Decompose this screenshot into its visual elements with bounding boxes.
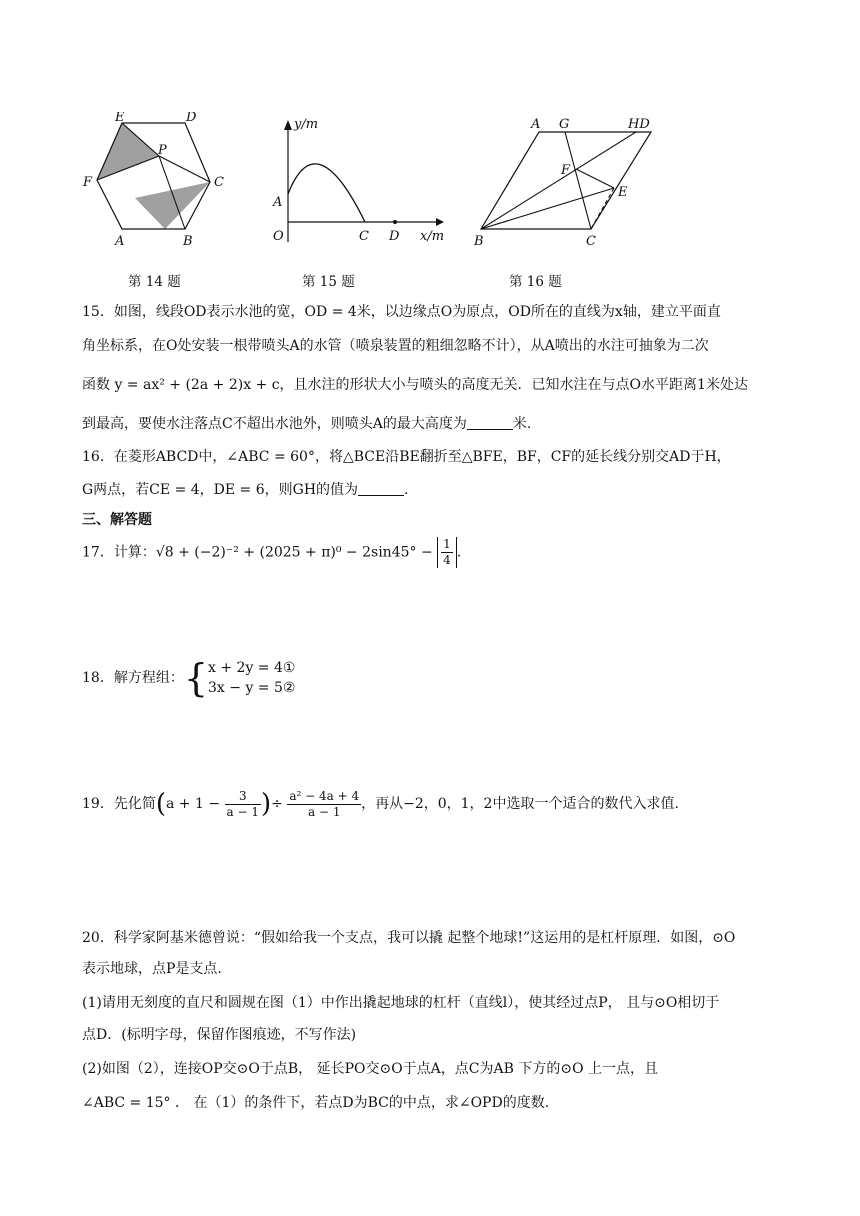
label-HD: HD (628, 117, 650, 132)
q17-prefix: 17．计算： (82, 544, 156, 561)
answer-blank-16[interactable] (358, 481, 404, 496)
q18-prefix: 18．解方程组： (82, 670, 184, 686)
caption-15: 第 15 题 (302, 274, 355, 290)
figure-14 (80, 112, 240, 250)
label-B: B (474, 234, 484, 249)
q17-abs-den: 4 (443, 553, 451, 567)
label-P: P (158, 143, 167, 158)
q20-line4: 点D．(标明字母，保留作图痕迹，不写作法) (82, 1027, 357, 1043)
label-G: G (559, 117, 570, 132)
q17 (82, 537, 461, 568)
q19-prefix: 19．先化简 (82, 796, 156, 812)
q20-line5: (2)如图（2），连接OP交⊙O于点B， 延长PO交⊙O于点A，点C为AB 下方的⊙O 上一点，且 (82, 1061, 659, 1077)
label-C: C (586, 234, 596, 249)
label-x: x/m (420, 229, 445, 244)
q20-line6: ∠ABC = 15° ． 在（1）的条件下，若点D为BC的中点，求∠OPD的度数. (82, 1095, 550, 1111)
figure-15 (262, 112, 452, 250)
label-F: F (561, 163, 571, 178)
q19-f2-den: a − 1 (307, 804, 341, 819)
label-O: O (273, 229, 284, 244)
answer-blank-15[interactable] (467, 415, 513, 430)
q19-div: ÷ (271, 796, 283, 812)
q19: 19．先化简(a + 1 − $\frac{3}{a - 1}$ )÷ $\frac{\text{a² − 4a + 4}}{a - 1}$ ，再从−2，0，1，2中选取一个适合的数代入求值. (82, 788, 679, 819)
label-A: A (115, 234, 125, 249)
q20-line3: (1)请用无刻度的直尺和圆规在图（1）中作出撬起地球的杠杆（直线l），使其经过点P， 且与⊙O相切于 (82, 995, 720, 1011)
q19-suffix: ，再从−2，0，1，2中选取一个适合的数代入求值. (361, 796, 679, 812)
q17-suffix: . (456, 544, 462, 561)
label-A: A (531, 117, 541, 132)
figure-16 (468, 112, 668, 250)
label-A: A (273, 195, 283, 210)
label-y: y/m (294, 117, 319, 132)
section-title: 三、解答题 (82, 512, 152, 528)
label-D: D (186, 112, 197, 125)
q15-line2: 角坐标系，在O处安装一根带喷头A的水管（喷泉装置的粗细忽略不计），从A喷出的水注可抽象为二次 (82, 338, 709, 354)
q16-line2a: G两点，若CE = 4，DE = 6，则GH的值为 (82, 482, 359, 498)
q19-part1: a + 1 − (165, 796, 221, 812)
q18-eq2: 3x − y = 5② (208, 680, 296, 696)
q19-f1-num: 3 (225, 789, 261, 805)
q15-line4a: 到最高，要使水注落点C不超出水池外，则喷头A的最大高度为 (82, 416, 467, 432)
label-C: C (214, 175, 224, 190)
q15-line3: 函数 y = ax² + (2a + 2)x + c，且水注的形状大小与喷头的高度无关．已知水注在与点O水平距离1米处达 (82, 377, 748, 393)
q17-expr: √8 + (−2)⁻² + (2025 + π)⁰ − 2sin45° − (155, 544, 433, 561)
q15-line1: 15．如图，线段OD表示水池的宽，OD = 4米，以边缘点O为原点，OD所在的直线为x轴，建立平面直 (82, 304, 721, 320)
label-E: E (115, 112, 125, 125)
label-E: E (618, 185, 628, 200)
q19-f1-den: a − 1 (226, 804, 259, 819)
caption-16: 第 16 题 (509, 274, 562, 290)
label-C: C (359, 229, 369, 244)
q15-line4 (82, 414, 531, 434)
q16-line2b: . (404, 482, 409, 498)
q20-line2: 表示地球，点P是支点. (82, 961, 222, 977)
q18-eq1: x + 2y = 4① (208, 660, 296, 676)
q19-f2-num: a² − 4a + 4 (289, 788, 360, 803)
q20-line1: 20．科学家阿基米德曾说：“假如给我一个支点，我可以撬 起整个地球!”这运用的是杠杆原理．如图，⊙O (82, 930, 736, 946)
q18: 18．解方程组：{ x + 2y = 4① 3x − y = 5② (82, 656, 296, 700)
q16-line2 (82, 480, 408, 500)
q15-line4b: 米. (512, 416, 532, 432)
label-B: B (183, 234, 193, 249)
label-D: D (389, 229, 400, 244)
caption-14: 第 14 题 (128, 274, 181, 290)
q16-line1: 16．在菱形ABCD中，∠ABC = 60°，将△BCE沿BE翻折至△BFE，BF，CF的延长线分别交AD于H， (82, 449, 731, 465)
q17-abs-num: 1 (443, 537, 451, 551)
label-F: F (83, 175, 93, 190)
